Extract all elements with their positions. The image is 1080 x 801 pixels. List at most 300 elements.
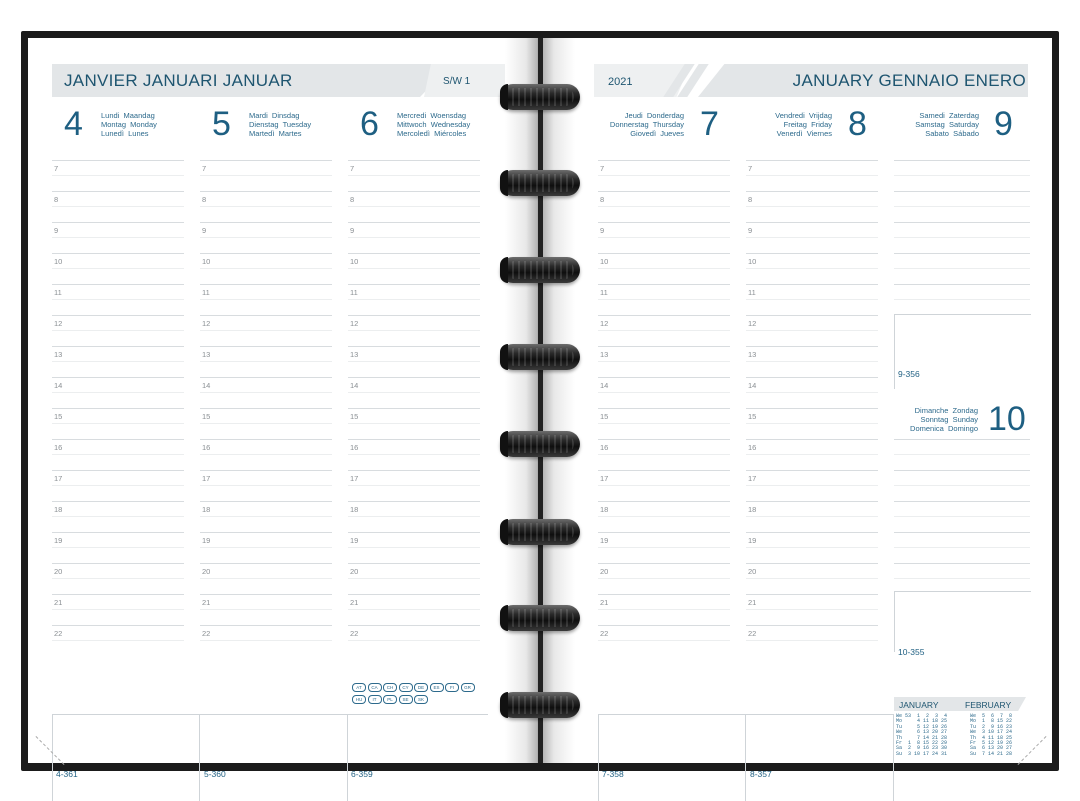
hour-line[interactable] xyxy=(746,284,878,285)
hour-line[interactable] xyxy=(598,439,730,440)
hour-line[interactable] xyxy=(598,594,730,595)
hour-label: 13 xyxy=(748,350,757,359)
left-month-title: JANVIER JANUARI JANUAR xyxy=(64,71,293,90)
hour-label: 11 xyxy=(350,288,358,297)
hour-label: 15 xyxy=(202,412,211,421)
half-hour-line xyxy=(348,175,480,176)
hour-label: 19 xyxy=(350,536,359,545)
hour-label: 16 xyxy=(202,443,211,452)
half-hour-line xyxy=(52,423,184,424)
day-name: Mardi Dinsdag Dienstag Tuesday Martedì Martes xyxy=(249,111,312,138)
hour-line[interactable] xyxy=(746,253,878,254)
hour-line[interactable] xyxy=(200,191,332,192)
hour-label: 12 xyxy=(202,319,211,328)
half-hour-line xyxy=(52,175,184,176)
hour-label: 22 xyxy=(350,629,359,638)
hour-line[interactable] xyxy=(200,532,332,533)
hour-line[interactable] xyxy=(200,315,332,316)
hour-label: 16 xyxy=(748,443,757,452)
weekend-subline xyxy=(894,454,1030,455)
half-hour-line xyxy=(52,454,184,455)
hour-label: 11 xyxy=(600,288,608,297)
hour-label: 10 xyxy=(600,257,609,266)
hour-label: 11 xyxy=(748,288,756,297)
left-page xyxy=(28,38,540,779)
half-hour-line xyxy=(200,516,332,517)
half-hour-line xyxy=(598,640,730,641)
hour-line[interactable] xyxy=(52,191,184,192)
hour-label: 9 xyxy=(600,226,605,235)
half-hour-line xyxy=(746,609,878,610)
hour-label: 17 xyxy=(600,474,609,483)
weekend-subline xyxy=(894,516,1030,517)
half-hour-line xyxy=(746,268,878,269)
hour-line[interactable] xyxy=(348,470,480,471)
binder-ring xyxy=(500,431,580,457)
half-hour-line xyxy=(348,268,480,269)
binder-ring xyxy=(500,519,580,545)
day-name: Vendredi Vrijdag Freitag Friday Venerdì Viernes xyxy=(775,111,832,138)
hour-label: 21 xyxy=(54,598,63,607)
half-hour-line xyxy=(52,516,184,517)
half-hour-line xyxy=(598,268,730,269)
half-hour-line xyxy=(200,392,332,393)
hour-label: 22 xyxy=(54,629,63,638)
half-hour-line xyxy=(200,237,332,238)
hour-line[interactable] xyxy=(348,408,480,409)
country-badge: CY xyxy=(399,683,413,692)
half-hour-line xyxy=(746,485,878,486)
hour-line[interactable] xyxy=(598,532,730,533)
hour-label: 12 xyxy=(350,319,359,328)
hour-line[interactable] xyxy=(52,439,184,440)
hour-line[interactable] xyxy=(598,315,730,316)
hour-label: 12 xyxy=(748,319,757,328)
half-hour-line xyxy=(348,609,480,610)
hour-line[interactable] xyxy=(52,315,184,316)
half-hour-line xyxy=(200,547,332,548)
weekend-subline xyxy=(894,578,1030,579)
half-hour-line xyxy=(598,454,730,455)
hour-line[interactable] xyxy=(348,377,480,378)
hour-line[interactable] xyxy=(200,625,332,626)
hour-line[interactable] xyxy=(52,284,184,285)
hour-label: 18 xyxy=(600,505,609,514)
half-hour-line xyxy=(598,485,730,486)
binder-spine xyxy=(538,38,543,763)
hour-label: 9 xyxy=(202,226,207,235)
hour-line[interactable] xyxy=(52,470,184,471)
hour-label: 19 xyxy=(54,536,63,545)
hour-line[interactable] xyxy=(746,625,878,626)
hour-label: 14 xyxy=(54,381,63,390)
hour-line[interactable] xyxy=(746,563,878,564)
hour-line[interactable] xyxy=(598,408,730,409)
half-hour-line xyxy=(348,361,480,362)
day-number: 9 xyxy=(994,105,1013,143)
half-hour-line xyxy=(598,392,730,393)
hour-label: 17 xyxy=(202,474,211,483)
half-hour-line xyxy=(348,578,480,579)
hour-line[interactable] xyxy=(746,501,878,502)
hour-line[interactable] xyxy=(348,563,480,564)
hour-line[interactable] xyxy=(52,377,184,378)
half-hour-line xyxy=(598,423,730,424)
weekend-line[interactable] xyxy=(894,470,1030,471)
day-name: Dimanche Zondag Sonntag Sunday Domenica Domingo xyxy=(910,406,978,433)
binder-ring xyxy=(500,257,580,283)
weekend-subline xyxy=(894,547,1030,548)
half-hour-line xyxy=(746,361,878,362)
weekend-subline xyxy=(894,175,1030,176)
hour-line[interactable] xyxy=(746,532,878,533)
hour-line[interactable] xyxy=(348,594,480,595)
hour-label: 22 xyxy=(748,629,757,638)
hour-label: 20 xyxy=(350,567,359,576)
weekend-subline xyxy=(894,206,1030,207)
day-of-year-code: 7-358 xyxy=(602,769,624,779)
notes-box[interactable] xyxy=(746,714,894,801)
day-of-year-code: 5-360 xyxy=(204,769,226,779)
hour-line[interactable] xyxy=(52,346,184,347)
hour-label: 14 xyxy=(600,381,609,390)
hour-label: 18 xyxy=(54,505,63,514)
weekend-line[interactable] xyxy=(894,439,1030,440)
half-hour-line xyxy=(200,330,332,331)
hour-label: 16 xyxy=(600,443,609,452)
half-hour-line xyxy=(200,361,332,362)
weekend-line[interactable] xyxy=(894,160,1030,161)
half-hour-line xyxy=(598,206,730,207)
hour-label: 20 xyxy=(600,567,609,576)
hour-label: 10 xyxy=(350,257,359,266)
hour-label: 21 xyxy=(600,598,609,607)
notes-box[interactable] xyxy=(348,714,488,801)
hour-label: 15 xyxy=(748,412,757,421)
half-hour-line xyxy=(746,547,878,548)
mini-calendar-title-january: JANUARY xyxy=(899,700,939,710)
half-hour-line xyxy=(746,392,878,393)
half-hour-line xyxy=(598,609,730,610)
notes-box[interactable] xyxy=(52,714,200,801)
half-hour-line xyxy=(200,578,332,579)
hour-label: 9 xyxy=(54,226,59,235)
hour-label: 20 xyxy=(202,567,211,576)
half-hour-line xyxy=(52,330,184,331)
weekend-line[interactable] xyxy=(894,563,1030,564)
hour-line[interactable] xyxy=(200,253,332,254)
half-hour-line xyxy=(746,578,878,579)
hour-line[interactable] xyxy=(52,222,184,223)
binder-ring xyxy=(500,605,580,631)
half-hour-line xyxy=(200,423,332,424)
half-hour-line xyxy=(598,299,730,300)
half-hour-line xyxy=(348,206,480,207)
half-hour-line xyxy=(598,516,730,517)
half-hour-line xyxy=(52,268,184,269)
weekend-line[interactable] xyxy=(894,501,1030,502)
half-hour-line xyxy=(598,237,730,238)
half-hour-line xyxy=(746,423,878,424)
hour-label: 18 xyxy=(748,505,757,514)
country-badge: IT xyxy=(368,695,382,704)
weekend-line[interactable] xyxy=(894,191,1030,192)
country-badge: AT xyxy=(352,683,366,692)
hour-label: 9 xyxy=(748,226,753,235)
half-hour-line xyxy=(200,609,332,610)
country-badge: CH xyxy=(383,683,397,692)
hour-label: 15 xyxy=(54,412,63,421)
day-name: Mercredi Woensdag Mittwoch Wednesday Mercoledì Miércoles xyxy=(397,111,471,138)
day-name: Jeudi Donderdag Donnerstag Thursday Giovedì Jueves xyxy=(609,111,684,138)
hour-line[interactable] xyxy=(746,160,878,161)
hour-line[interactable] xyxy=(52,253,184,254)
hour-label: 10 xyxy=(748,257,757,266)
hour-label: 20 xyxy=(748,567,757,576)
hour-line[interactable] xyxy=(348,222,480,223)
hour-label: 18 xyxy=(202,505,211,514)
country-badge: DE xyxy=(414,683,428,692)
hour-line[interactable] xyxy=(746,470,878,471)
year-label: 2021 xyxy=(608,76,633,88)
half-hour-line xyxy=(52,206,184,207)
hour-label: 7 xyxy=(350,164,355,173)
hour-line[interactable] xyxy=(746,191,878,192)
hour-label: 17 xyxy=(350,474,359,483)
hour-line[interactable] xyxy=(348,532,480,533)
hour-line[interactable] xyxy=(348,625,480,626)
hour-label: 7 xyxy=(202,164,207,173)
hour-label: 8 xyxy=(748,195,753,204)
hour-line[interactable] xyxy=(598,377,730,378)
hour-line[interactable] xyxy=(200,439,332,440)
weekend-subline xyxy=(894,299,1030,300)
hour-line[interactable] xyxy=(348,346,480,347)
half-hour-line xyxy=(200,454,332,455)
hour-label: 20 xyxy=(54,567,63,576)
hour-line[interactable] xyxy=(598,222,730,223)
hour-label: 15 xyxy=(600,412,609,421)
half-hour-line xyxy=(348,547,480,548)
half-hour-line xyxy=(200,485,332,486)
right-page xyxy=(542,38,1052,779)
hour-label: 13 xyxy=(202,350,211,359)
hour-label: 22 xyxy=(600,629,609,638)
weekend-line[interactable] xyxy=(894,284,1030,285)
hour-line[interactable] xyxy=(746,377,878,378)
binder-ring xyxy=(500,170,580,196)
half-hour-line xyxy=(200,640,332,641)
hour-line[interactable] xyxy=(52,594,184,595)
day-of-year-code: 9-356 xyxy=(898,369,920,379)
half-hour-line xyxy=(52,237,184,238)
half-hour-line xyxy=(200,175,332,176)
weekend-subline xyxy=(894,485,1030,486)
hour-label: 12 xyxy=(54,319,63,328)
hour-line[interactable] xyxy=(348,501,480,502)
hour-label: 8 xyxy=(600,195,605,204)
half-hour-line xyxy=(746,299,878,300)
notes-box[interactable] xyxy=(200,714,348,801)
country-badge: SE xyxy=(399,695,413,704)
hour-line[interactable] xyxy=(746,222,878,223)
hour-label: 19 xyxy=(600,536,609,545)
country-badge: PL xyxy=(383,695,397,704)
holiday-countries xyxy=(352,680,488,704)
week-number: S/W 1 xyxy=(443,76,471,87)
hour-label: 7 xyxy=(600,164,605,173)
hour-line[interactable] xyxy=(746,408,878,409)
hour-line[interactable] xyxy=(746,315,878,316)
hour-label: 13 xyxy=(350,350,359,359)
hour-label: 10 xyxy=(54,257,63,266)
hour-label: 19 xyxy=(748,536,757,545)
right-month-title: JANUARY GENNAIO ENERO xyxy=(792,71,1026,90)
hour-line[interactable] xyxy=(52,501,184,502)
day-name: Lundi Maandag Montag Monday Lunedì Lunes xyxy=(101,111,157,138)
hour-line[interactable] xyxy=(52,532,184,533)
hour-line[interactable] xyxy=(598,253,730,254)
hour-label: 15 xyxy=(350,412,359,421)
hour-line[interactable] xyxy=(598,470,730,471)
half-hour-line xyxy=(348,392,480,393)
half-hour-line xyxy=(52,299,184,300)
hour-line[interactable] xyxy=(348,284,480,285)
day-number: 5 xyxy=(212,105,231,143)
half-hour-line xyxy=(348,237,480,238)
hour-line[interactable] xyxy=(200,377,332,378)
country-badge: SK xyxy=(414,695,428,704)
hour-label: 22 xyxy=(202,629,211,638)
hour-line[interactable] xyxy=(200,594,332,595)
day-name: Samedi Zaterdag Samstag Saturday Sabato Sábado xyxy=(915,111,979,138)
day-number: 7 xyxy=(700,105,719,143)
half-hour-line xyxy=(348,640,480,641)
day-of-year-code: 8-357 xyxy=(750,769,772,779)
hour-label: 19 xyxy=(202,536,211,545)
half-hour-line xyxy=(52,485,184,486)
notes-box[interactable] xyxy=(598,714,746,801)
day-number: 8 xyxy=(848,105,867,143)
day-of-year-code: 4-361 xyxy=(56,769,78,779)
hour-label: 11 xyxy=(54,288,62,297)
hour-label: 8 xyxy=(350,195,355,204)
hour-line[interactable] xyxy=(52,160,184,161)
mini-calendar-january: We 53 1 2 3 4 Mo 4 11 18 25 Tu 5 12 19 26 We 6 13 20 27 Th 7 14 21 28 Fr 1 8 15 22 29 Sa 2 9 16 23 30 Su 3 10 17 24 31 xyxy=(896,713,948,757)
half-hour-line xyxy=(200,299,332,300)
half-hour-line xyxy=(598,330,730,331)
hour-line[interactable] xyxy=(348,315,480,316)
binder-ring xyxy=(500,692,580,718)
half-hour-line xyxy=(746,516,878,517)
half-hour-line xyxy=(52,609,184,610)
hour-line[interactable] xyxy=(348,253,480,254)
hour-line[interactable] xyxy=(598,346,730,347)
hour-line[interactable] xyxy=(598,501,730,502)
day-number: 10 xyxy=(988,400,1026,438)
half-hour-line xyxy=(52,547,184,548)
hour-line[interactable] xyxy=(200,346,332,347)
hour-line[interactable] xyxy=(598,625,730,626)
half-hour-line xyxy=(746,330,878,331)
weekend-line[interactable] xyxy=(894,532,1030,533)
hour-label: 16 xyxy=(350,443,359,452)
sunday-notes-box[interactable] xyxy=(894,591,1031,652)
hour-label: 21 xyxy=(748,598,757,607)
hour-label: 21 xyxy=(202,598,211,607)
half-hour-line xyxy=(200,268,332,269)
hour-label: 14 xyxy=(202,381,211,390)
mini-calendar-title-february: FEBRUARY xyxy=(965,700,1012,710)
hour-label: 11 xyxy=(202,288,210,297)
weekend-subline xyxy=(894,237,1030,238)
binder-ring xyxy=(500,344,580,370)
half-hour-line xyxy=(348,485,480,486)
hour-line[interactable] xyxy=(200,284,332,285)
hour-line[interactable] xyxy=(746,439,878,440)
half-hour-line xyxy=(746,454,878,455)
hour-line[interactable] xyxy=(746,346,878,347)
mini-calendar-february: We 5 6 7 8 Mo 1 8 15 22 Tu 2 9 16 23 We 3 10 17 24 Th 4 11 18 25 Fr 5 12 19 26 Sa 6 13 20 27 Su 7 14 21 28 xyxy=(970,713,1013,757)
hour-label: 8 xyxy=(54,195,59,204)
half-hour-line xyxy=(598,361,730,362)
country-badge: HU xyxy=(352,695,366,704)
hour-line[interactable] xyxy=(200,408,332,409)
half-hour-line xyxy=(598,175,730,176)
weekend-subline xyxy=(894,268,1030,269)
hour-line[interactable] xyxy=(348,191,480,192)
hour-label: 16 xyxy=(54,443,63,452)
hour-line[interactable] xyxy=(52,625,184,626)
hour-label: 13 xyxy=(600,350,609,359)
hour-label: 21 xyxy=(350,598,359,607)
day-of-year-code: 6-359 xyxy=(351,769,373,779)
hour-line[interactable] xyxy=(200,470,332,471)
half-hour-line xyxy=(52,392,184,393)
hour-line[interactable] xyxy=(200,501,332,502)
half-hour-line xyxy=(348,330,480,331)
hour-line[interactable] xyxy=(348,160,480,161)
country-badge: ES xyxy=(430,683,444,692)
half-hour-line xyxy=(52,361,184,362)
half-hour-line xyxy=(746,237,878,238)
hour-line[interactable] xyxy=(598,160,730,161)
hour-line[interactable] xyxy=(200,563,332,564)
half-hour-line xyxy=(598,547,730,548)
hour-label: 14 xyxy=(350,381,359,390)
half-hour-line xyxy=(746,640,878,641)
half-hour-line xyxy=(200,206,332,207)
half-hour-line xyxy=(52,640,184,641)
hour-line[interactable] xyxy=(746,594,878,595)
hour-label: 7 xyxy=(748,164,753,173)
hour-line[interactable] xyxy=(598,284,730,285)
hour-line[interactable] xyxy=(200,160,332,161)
hour-line[interactable] xyxy=(348,439,480,440)
weekend-line[interactable] xyxy=(894,253,1030,254)
hour-line[interactable] xyxy=(598,563,730,564)
hour-line[interactable] xyxy=(200,222,332,223)
hour-line[interactable] xyxy=(598,191,730,192)
half-hour-line xyxy=(348,516,480,517)
hour-line[interactable] xyxy=(52,563,184,564)
day-number: 6 xyxy=(360,105,379,143)
half-hour-line xyxy=(52,578,184,579)
hour-label: 14 xyxy=(748,381,757,390)
hour-line[interactable] xyxy=(52,408,184,409)
half-hour-line xyxy=(348,454,480,455)
weekend-line[interactable] xyxy=(894,222,1030,223)
